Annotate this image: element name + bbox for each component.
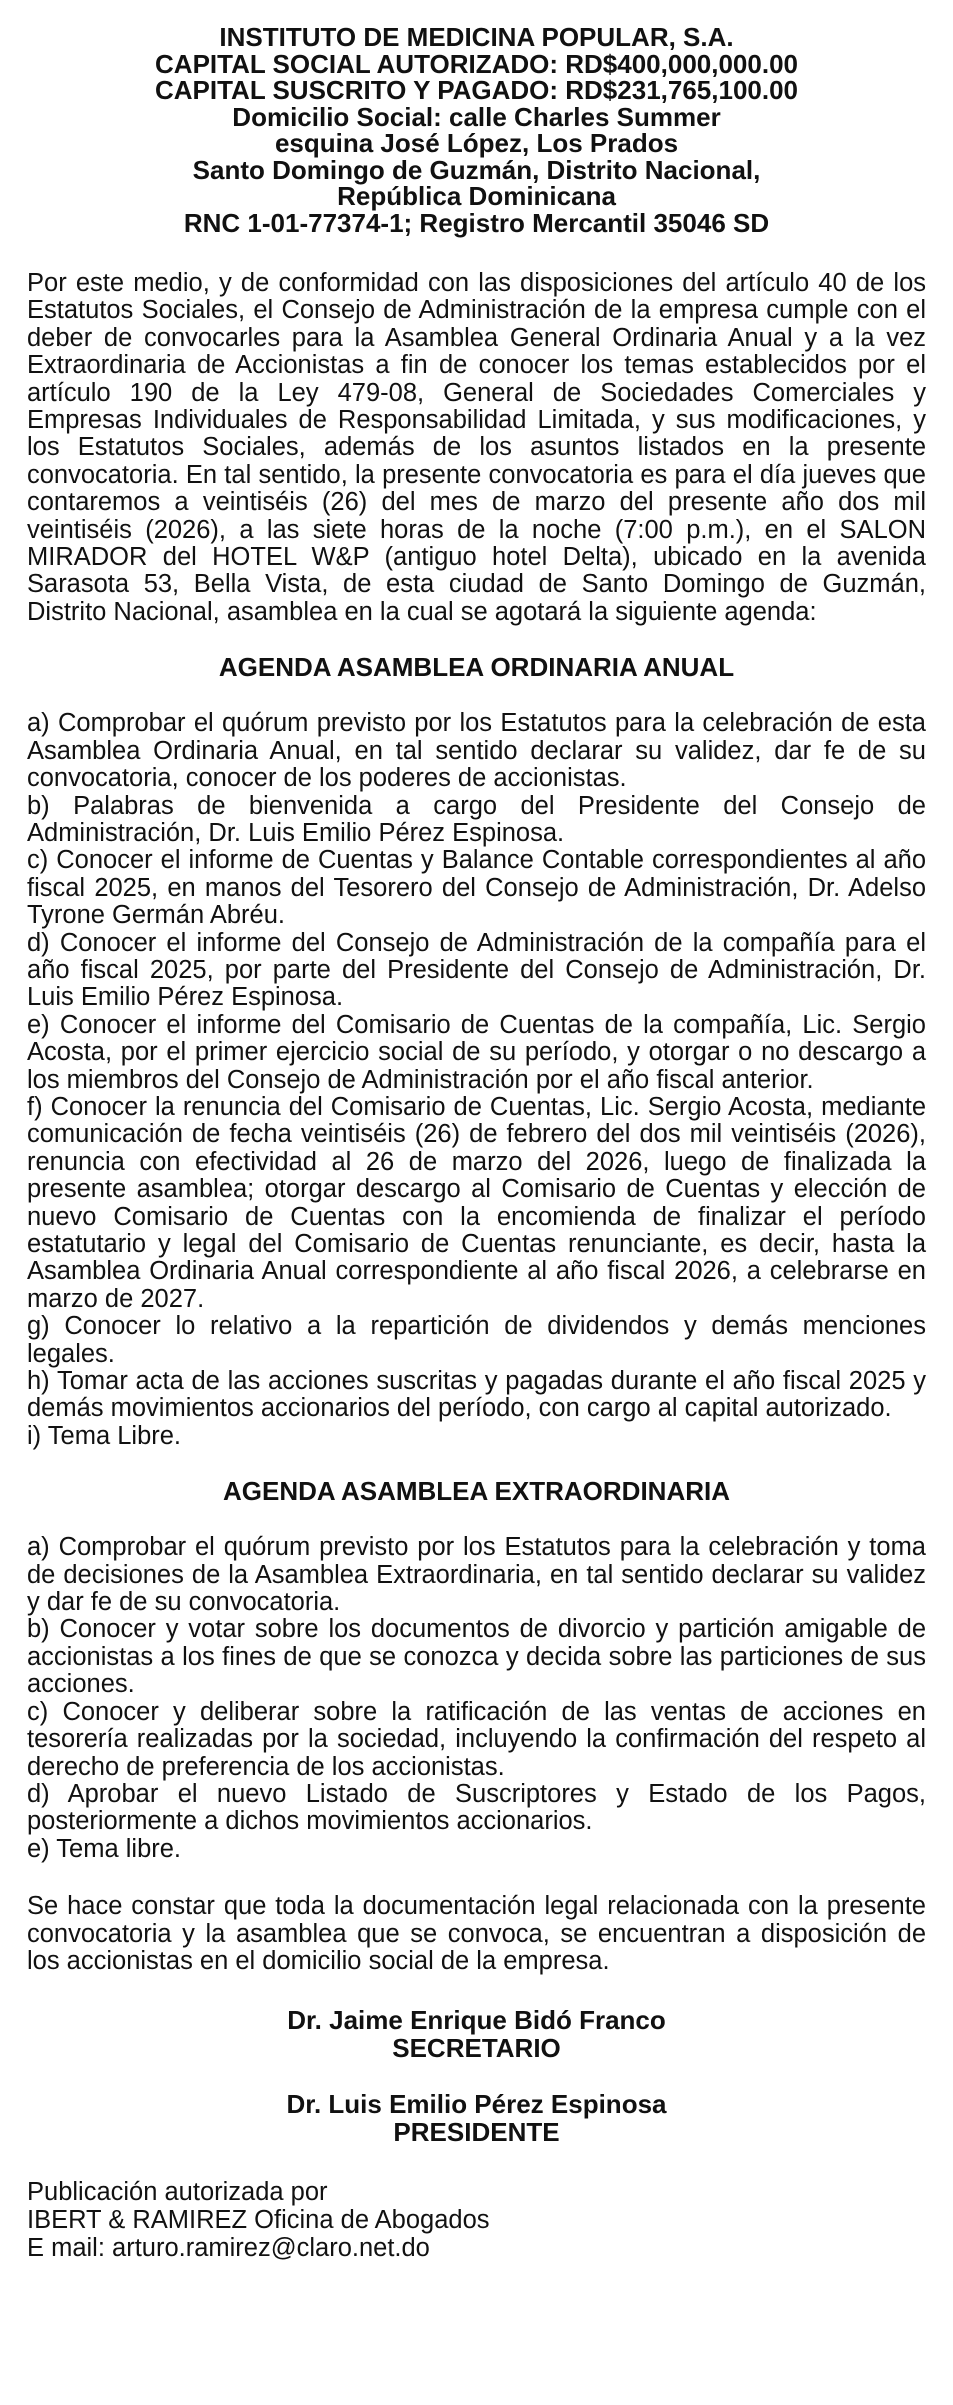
agenda-item: a) Comprobar el quórum previsto por los Estatutos para la celebración de esta Asamblea Ordinaria Anual, en tal sentido declarar su validez, dar fe de su convocatoria, conocer de los poderes de accionistas. — [27, 709, 926, 793]
agenda-item: g) Conocer lo relativo a la repartición de dividendos y demás menciones legales. — [27, 1312, 926, 1368]
company-header — [27, 24, 926, 236]
authorized-capital: CAPITAL SOCIAL AUTORIZADO: RD$400,000,000.00 — [155, 48, 798, 79]
agenda-item: c) Conocer el informe de Cuentas y Balance Contable correspondientes al año fiscal 2025, en manos del Tesorero del Consejo de Administración, Dr. Adelso Tyrone Germán Abréu. — [27, 846, 926, 930]
agenda-item: c) Conocer y deliberar sobre la ratificación de las ventas de acciones en tesorería realizadas por la sociedad, incluyendo la confirmación del respeto al derecho de preferencia de los accionistas. — [27, 1697, 926, 1781]
address-line-3: Santo Domingo de Guzmán, Distrito Nacional, — [192, 154, 761, 185]
extraordinary-agenda-title: AGENDA ASAMBLEA EXTRAORDINARIA — [223, 1476, 730, 1507]
agenda-item: a) Comprobar el quórum previsto por los Estatutos para la celebración y toma de decisiones de la Asamblea Extraordinaria, en tal sentido declarar su validez y dar fe de su convocatoria. — [27, 1533, 926, 1617]
intro-paragraph: Por este medio, y de conformidad con las disposiciones del artículo 40 de los Estatutos Sociales, el Consejo de Administración de la empresa cumple con el deber de convocarles para la Asamblea General Ordinaria Anual y a la vez Extraordinaria de Accionistas a fin de conocer los temas establecidos por el artículo 190 de la Ley 479-08, General de Sociedades Comerciales y Empresas Individuales de Responsabilidad Limitada, y sus modificaciones, y los Estatutos Sociales, además de los asuntos listados en la presente convocatoria. En tal sentido, la presente convocatoria es para el día jueves que contaremos a veintiséis (26) del mes de marzo del presente año dos mil veintiséis (2026), a las siete horas de la noche (7:00 p.m.), en el SALON MIRADOR del HOTEL W&P (antiguo hotel Delta), ubicado en la avenida Sarasota 53, Bella Vista, de esta ciudad de Santo Domingo de Guzmán, Distrito Nacional, asamblea en la cual se agotará la siguiente agenda: — [27, 269, 926, 626]
agenda-item: e) Tema libre. — [27, 1834, 182, 1863]
secretary-name: Dr. Jaime Enrique Bidó Franco — [287, 2005, 666, 2036]
address-line-1: Domicilio Social: calle Charles Summer — [232, 101, 721, 132]
agenda-item: f) Conocer la renuncia del Comisario de Cuentas, Lic. Sergio Acosta, mediante comunicación de fecha veintiséis (26) de febrero del dos mil veintiséis (2026), renuncia con efectividad al 26 de marzo del 2026, luego de finalizada la presente asamblea; otorgar descargo al Comisario de Cuentas y elección de nuevo Comisario de Cuentas con la encomienda de finalizar el período estatutario y legal del Comisario de Cuentas renunciante, es decir, hasta la Asamblea Ordinaria Anual correspondiente al año fiscal 2026, a celebrarse en marzo de 2027. — [27, 1092, 926, 1313]
agenda-item: e) Conocer el informe del Comisario de Cuentas de la compañía, Lic. Sergio Acosta, por el primer ejercicio social de su período, y otorgar o no descargo a los miembros del Consejo de Administración por el año fiscal anterior. — [27, 1010, 926, 1094]
footer-email: E mail: arturo.ramirez@claro.net.do — [27, 2234, 430, 2263]
address-line-2: esquina José López, Los Prados — [274, 128, 679, 158]
paid-capital: CAPITAL SUSCRITO Y PAGADO: RD$231,765,100.00 — [154, 75, 799, 105]
ordinary-agenda-title: AGENDA ASAMBLEA ORDINARIA ANUAL — [218, 652, 735, 683]
agenda-item: i) Tema Libre. — [27, 1421, 182, 1450]
extraordinary-agenda-list — [27, 1534, 926, 1863]
address-line-4: República Dominicana — [337, 181, 616, 211]
agenda-item: d) Conocer el informe del Consejo de Administración de la compañía para el año fiscal 2025, por parte del Presidente del Consejo de Administración, Dr. Luis Emilio Pérez Espinosa. — [27, 928, 926, 1012]
company-name: INSTITUTO DE MEDICINA POPULAR, S.A. — [219, 22, 734, 52]
agenda-item: b) Conocer y votar sobre los documentos de divorcio y partición amigable de accionistas a los fines de que se conozca y decida sobre las particiones de sus acciones. — [27, 1615, 926, 1699]
footer-law-firm: IBERT & RAMIREZ Oficina de Abogados — [27, 2206, 490, 2235]
footer-authorized: Publicación autorizada por — [27, 2178, 328, 2207]
secretary-signature — [27, 2006, 926, 2062]
ordinary-agenda-list — [27, 710, 926, 1450]
closing-paragraph: Se hace constar que toda la documentación legal relacionada con la presente convocatoria y la asamblea que se convoca, se encuentran a disposición de los accionistas en el domicilio social de la empresa. — [27, 1892, 926, 1975]
agenda-item: b) Palabras de bienvenida a cargo del Presidente del Consejo de Administración, Dr. Luis Emilio Pérez Espinosa. — [27, 791, 926, 847]
president-signature — [27, 2090, 926, 2146]
registry-line: RNC 1-01-77374-1; Registro Mercantil 35046 SD — [183, 207, 770, 238]
secretary-role: SECRETARIO — [392, 2033, 561, 2064]
agenda-item: h) Tomar acta de las acciones suscritas y pagadas durante el año fiscal 2025 y demás movimientos accionarios del período, con cargo al capital autorizado. — [27, 1367, 926, 1423]
agenda-item: d) Aprobar el nuevo Listado de Suscriptores y Estado de los Pagos, posteriormente a dichos movimientos accionarios. — [27, 1779, 926, 1836]
publication-footer — [27, 2178, 926, 2262]
president-name: Dr. Luis Emilio Pérez Espinosa — [286, 2089, 667, 2120]
president-role: PRESIDENTE — [393, 2117, 560, 2148]
